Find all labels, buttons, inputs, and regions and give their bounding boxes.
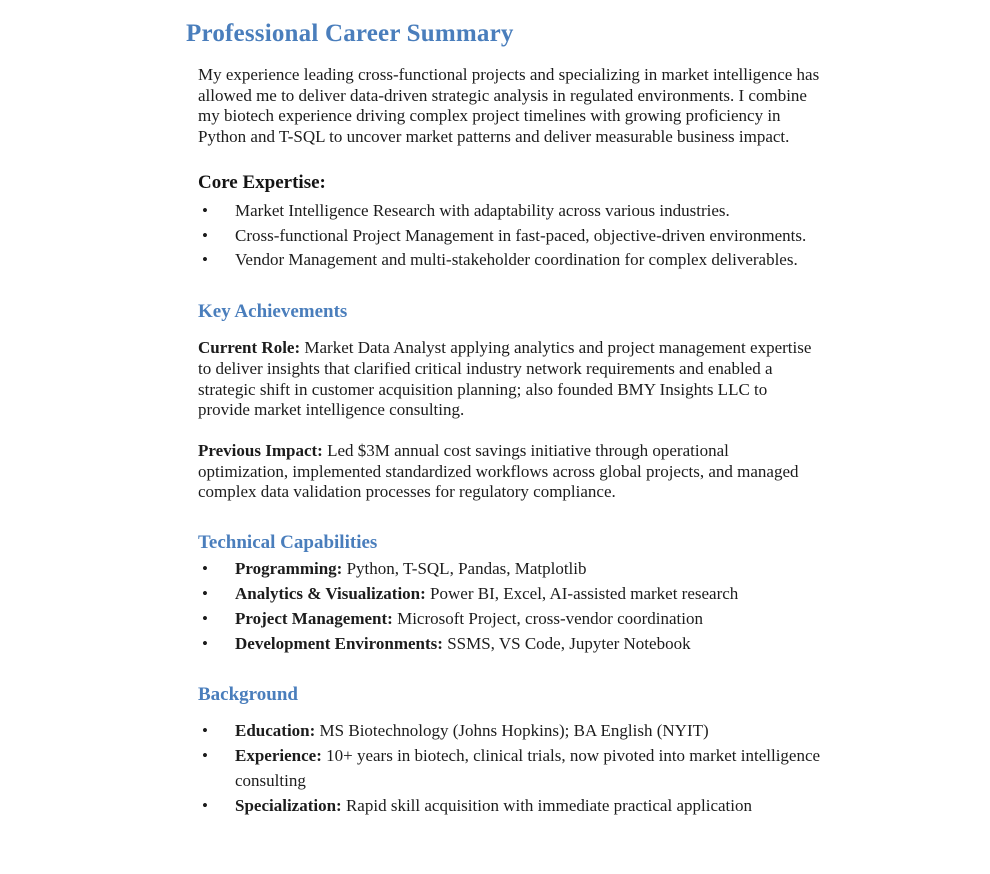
bullet-label: Project Management:	[235, 608, 393, 628]
list-item	[198, 744, 822, 794]
paragraph-text: Market Data Analyst applying analytics and project management expertise to deliver insights that clarified critical industry network requirements and enabled a strategic shift in customer acquisition planning; also founded BMY Insights LLC to provide market intelligence consulting.	[198, 338, 812, 420]
bullet-label: Analytics & Visualization:	[235, 583, 426, 603]
technical-capabilities-list	[198, 557, 822, 656]
bullet-label: Education:	[235, 721, 316, 741]
core-expertise-list	[198, 199, 822, 273]
list-item	[198, 199, 822, 224]
bullet-text: 10+ years in biotech, clinical trials, now pivoted into market intelligence consulting	[235, 746, 821, 790]
bullet-label: Experience:	[235, 746, 322, 766]
list-item	[198, 582, 822, 607]
core-expertise-heading: Core Expertise:	[198, 171, 326, 193]
bullet-label: Programming:	[235, 559, 343, 579]
bullet-label: Development Environments:	[235, 633, 443, 653]
list-item	[198, 557, 822, 582]
list-item-text: Market Intelligence Research with adaptability across various industries.	[235, 200, 730, 220]
list-item	[198, 719, 822, 744]
current-role-paragraph	[198, 338, 822, 421]
list-item	[198, 632, 822, 657]
background-list	[198, 719, 822, 818]
list-item	[198, 607, 822, 632]
previous-impact-paragraph	[198, 441, 822, 503]
list-item	[198, 224, 822, 249]
paragraph-text: Led $3M annual cost savings initiative through operational optimization, implemented standardized workflows across global projects, and managed complex data validation processes for regulatory compliance.	[198, 441, 799, 502]
bullet-text: Microsoft Project, cross-vendor coordination	[392, 608, 704, 628]
paragraph-lead-label: Previous Impact:	[198, 441, 323, 461]
bullet-text: Rapid skill acquisition with immediate practical application	[341, 795, 752, 815]
bullet-text: Power BI, Excel, AI-assisted market research	[425, 583, 739, 603]
page-title: Professional Career Summary	[186, 20, 514, 47]
bullet-text: Python, T-SQL, Pandas, Matplotlib	[342, 559, 587, 579]
technical-capabilities-heading: Technical Capabilities	[198, 532, 378, 554]
bullet-label: Specialization:	[235, 795, 342, 815]
list-item	[198, 794, 822, 819]
list-item-text: Vendor Management and multi-stakeholder coordination for complex deliverables.	[235, 250, 798, 270]
key-achievements-heading: Key Achievements	[198, 301, 348, 323]
bullet-text: MS Biotechnology (Johns Hopkins); BA English (NYIT)	[315, 721, 709, 741]
list-item-text: Cross-functional Project Management in fast-paced, objective-driven environments.	[235, 225, 807, 245]
background-heading: Background	[198, 684, 298, 706]
intro-paragraph: My experience leading cross-functional projects and specializing in market intelligence has allowed me to deliver data-driven strategic analysis in regulated environments. I combine my biotech experience driving complex project timelines with growing proficiency in Python and T-SQL to uncover market patterns and deliver measurable business impact.	[198, 65, 820, 147]
bullet-text: SSMS, VS Code, Jupyter Notebook	[442, 633, 691, 653]
list-item	[198, 248, 822, 273]
paragraph-lead-label: Current Role:	[198, 338, 301, 358]
